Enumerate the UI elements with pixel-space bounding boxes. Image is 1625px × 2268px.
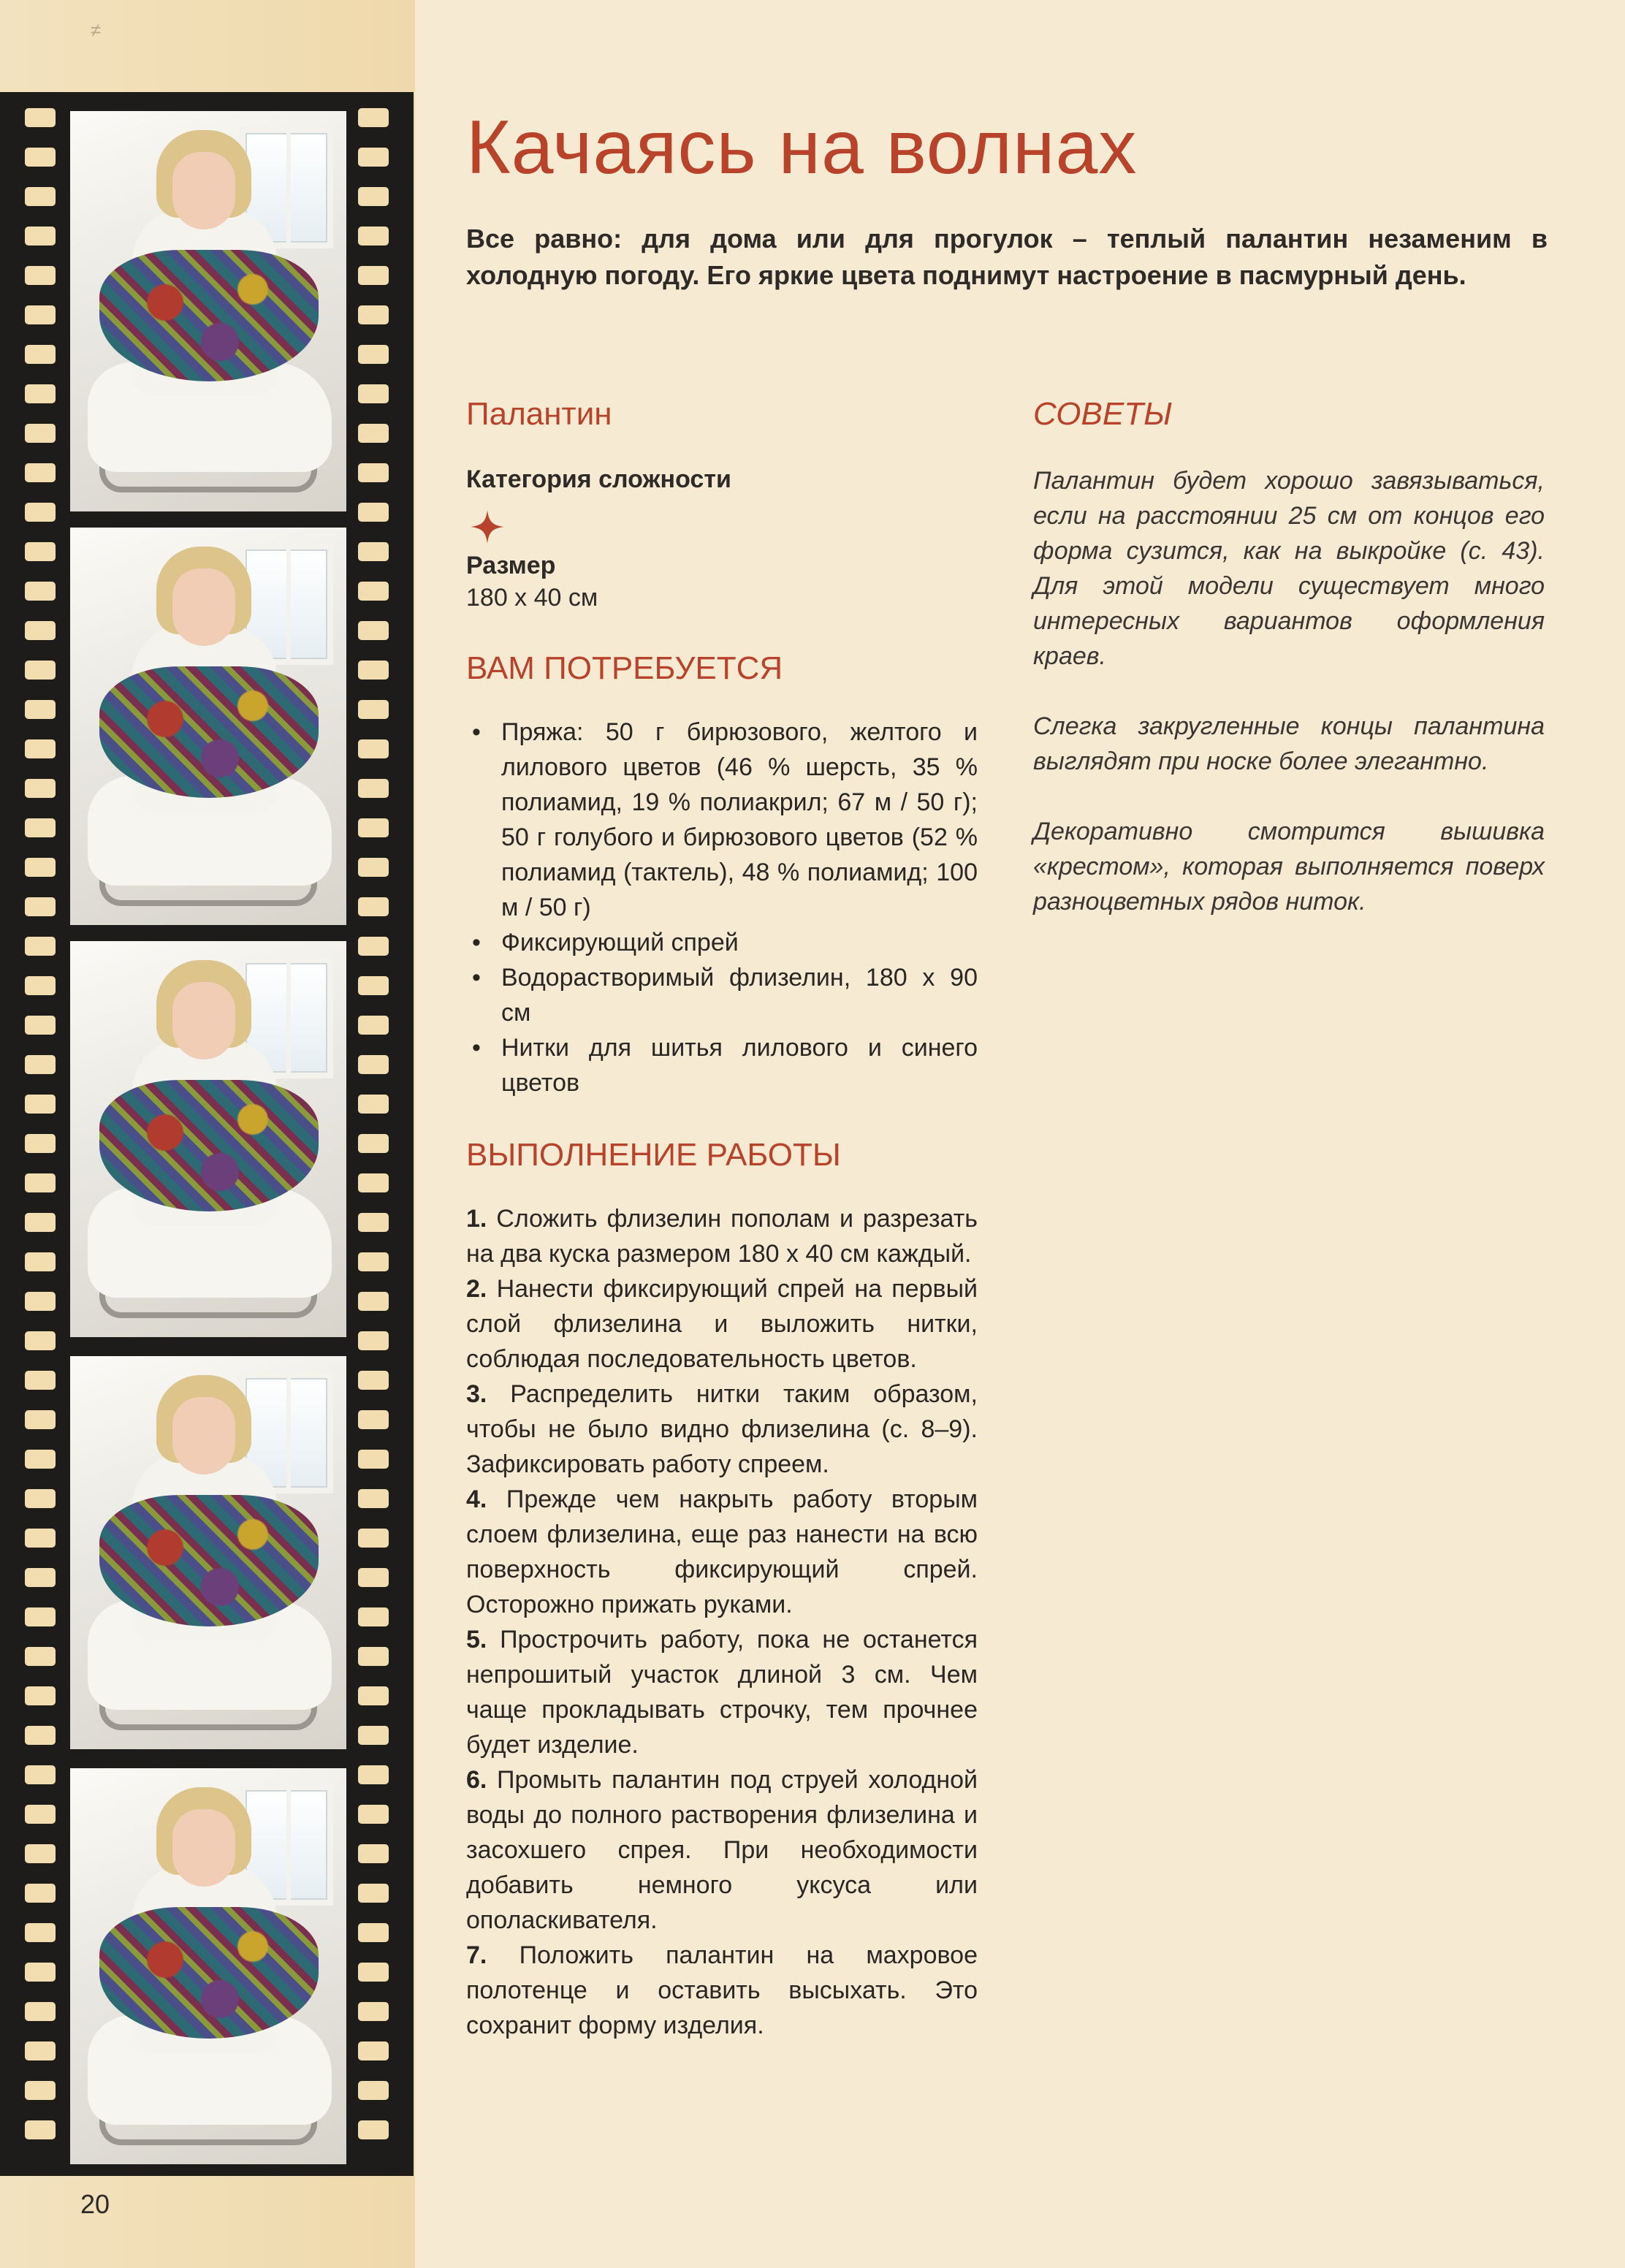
film-sprocket-hole [358,542,389,561]
film-sprocket-hole [25,1647,56,1666]
film-sprocket-hole [358,582,389,601]
sprocket-column-left [25,108,56,2160]
film-sprocket-hole [25,1095,56,1114]
list-item: • Пряжа: 50 г бирюзового, желтого и лилового цветов (46 % шерсть, 35 % полиамид, 19 % полиакрил; 67 м / 50 г); 50 г голубого и бирюзового цветов (52 % полиамид (тактель), 48 % полиамид; 100 м / 50 г) [466,715,978,925]
photo-frame-1 [70,111,346,511]
film-sprocket-hole [25,1134,56,1153]
right-column [1033,395,1545,954]
film-sprocket-hole [25,463,56,482]
photo-frame-4 [70,1356,346,1749]
film-sprocket-hole [25,1055,56,1074]
list-item: • Фиксирующий спрей [466,925,978,960]
film-sprocket-hole [25,779,56,798]
film-sprocket-hole [358,1844,389,1863]
film-sprocket-hole [25,1884,56,1903]
step-2 [466,1271,978,1377]
film-sprocket-hole [358,1252,389,1271]
instructions-heading: ВЫПОЛНЕНИЕ РАБОТЫ [466,1137,841,1173]
film-sprocket-hole [25,227,56,246]
film-sprocket-hole [25,739,56,758]
film-sprocket-hole [25,661,56,680]
film-sprocket-hole [358,1213,389,1232]
film-sprocket-hole [358,2120,389,2139]
film-sprocket-hole [25,1923,56,1942]
film-sprocket-hole [25,148,56,167]
film-sprocket-hole [358,2041,389,2060]
page-number: 20 [80,2189,110,2219]
difficulty-label: Категория сложности [466,465,731,493]
film-sprocket-hole [25,1016,56,1035]
film-sprocket-hole [358,187,389,206]
film-sprocket-hole [358,858,389,877]
film-sprocket-hole [358,1686,389,1705]
film-sprocket-hole [358,897,389,916]
step-text: Положить палантин на махровое полотенце и оставить высыхать. Это сохранит форму изделия. [466,1941,978,2039]
size-label: Размер [466,552,556,579]
film-sprocket-hole [25,108,56,127]
film-sprocket-hole [25,1726,56,1745]
film-sprocket-hole [358,739,389,758]
film-sprocket-hole [25,384,56,403]
film-sprocket-hole [358,1568,389,1587]
film-sprocket-hole [358,937,389,956]
film-sprocket-hole [25,345,56,364]
materials-list [466,715,978,1100]
film-sprocket-hole [358,1410,389,1429]
step-text: Прежде чем накрыть работу вторым слоем флизелина, еще раз нанести на всю поверхность фиксирующий спрей. Осторожно прижать руками. [466,1485,978,1618]
diamond-star-icon [469,509,506,545]
film-sprocket-hole [25,2002,56,2021]
film-sprocket-hole [25,1331,56,1350]
film-sprocket-hole [25,2120,56,2139]
step-number: 7. [466,1941,487,1969]
film-sprocket-hole [25,1252,56,1271]
film-sprocket-hole [25,1568,56,1587]
step-text: Нанести фиксирующий спрей на первый слой флизелина и выложить нитки, соблюдая последовательность цветов. [466,1275,978,1373]
step-5 [466,1622,978,1762]
tip-2: Слегка закругленные концы палантина выглядят при носке более элегантно. [1033,712,1545,775]
film-sprocket-hole [25,1450,56,1469]
film-sprocket-hole [25,1529,56,1548]
film-sprocket-hole [358,1055,389,1074]
film-sprocket-hole [358,1489,389,1508]
photo-frame-3 [70,941,346,1337]
film-sprocket-hole [25,897,56,916]
project-name: Палантин [466,396,612,432]
film-sprocket-hole [25,1410,56,1429]
film-sprocket-hole [358,1765,389,1784]
film-sprocket-hole [358,1292,389,1311]
step-number: 3. [466,1380,487,1408]
step-3 [466,1377,978,1482]
film-sprocket-hole [358,700,389,719]
film-sprocket-hole [358,1371,389,1390]
film-sprocket-hole [358,463,389,482]
film-sprocket-hole [358,384,389,403]
corner-mark: ≠ [91,19,102,41]
film-sprocket-hole [358,1884,389,1903]
step-6 [466,1762,978,1938]
film-sprocket-hole [358,1805,389,1824]
film-sprocket-hole [358,266,389,285]
film-sprocket-hole [358,148,389,167]
film-sprocket-hole [25,582,56,601]
film-sprocket-hole [25,1173,56,1192]
film-sprocket-hole [25,542,56,561]
film-sprocket-hole [358,621,389,640]
film-sprocket-hole [25,1371,56,1390]
film-sprocket-hole [358,1529,389,1548]
film-sprocket-hole [25,1213,56,1232]
tip-1: Палантин будет хорошо завязываться, если на расстоянии 25 см от концов его форма сузится, как на выкройке (с. 43). Для этой модели существует много интересных вариантов оформления краев. [1033,467,1545,670]
film-strip [0,92,414,2176]
film-sprocket-hole [358,661,389,680]
film-sprocket-hole [25,1765,56,1784]
film-sprocket-hole [25,818,56,837]
photo-frame-2 [70,528,346,925]
film-sprocket-hole [358,2081,389,2100]
step-1 [466,1201,978,1271]
instructions-list [466,1201,978,2043]
film-sprocket-hole [25,1805,56,1824]
film-sprocket-hole [25,976,56,995]
film-sprocket-hole [358,818,389,837]
film-sprocket-hole [358,227,389,246]
film-sprocket-hole [358,108,389,127]
film-sprocket-hole [25,937,56,956]
film-sprocket-hole [358,424,389,443]
film-sprocket-hole [358,305,389,324]
film-sprocket-hole [358,1607,389,1626]
film-sprocket-hole [358,1726,389,1745]
film-sprocket-hole [25,1292,56,1311]
tips-heading: СОВЕТЫ [1033,396,1173,432]
film-sprocket-hole [25,1963,56,1982]
film-sprocket-hole [358,1095,389,1114]
film-sprocket-hole [25,1489,56,1508]
film-sprocket-hole [25,700,56,719]
film-sprocket-hole [25,187,56,206]
film-sprocket-hole [25,424,56,443]
film-sprocket-hole [25,1686,56,1705]
step-text: Промыть палантин под струей холодной воды до полного растворения флизелина и засохшего спрея. При необходимости добавить немного уксуса или ополаскивателя. [466,1766,978,1934]
step-text: Сложить флизелин пополам и разрезать на два куска размером 180 х 40 см каждый. [466,1205,978,1268]
size-value: 180 х 40 см [466,584,598,612]
film-sprocket-hole [25,266,56,285]
film-sprocket-hole [25,305,56,324]
film-sprocket-hole [25,2041,56,2060]
page-title: Качаясь на волнах [466,105,1138,190]
film-sprocket-hole [358,345,389,364]
film-sprocket-hole [25,858,56,877]
step-text: Распределить нитки таким образом, чтобы не было видно флизелина (с. 8–9). Зафиксировать работу спреем. [466,1380,978,1478]
step-number: 4. [466,1485,487,1513]
film-sprocket-hole [358,503,389,522]
left-column [466,395,978,2043]
film-sprocket-hole [358,1134,389,1153]
tip-3: Декоративно смотрится вышивка «крестом», которая выполняется поверх разноцветных рядов ниток. [1033,818,1545,916]
film-sprocket-hole [358,1963,389,1982]
film-sprocket-hole [358,1923,389,1942]
step-7 [466,1938,978,2043]
film-sprocket-hole [25,621,56,640]
materials-heading: ВАМ ПОТРЕБУЕТСЯ [466,650,783,686]
step-text: Прострочить работу, пока не останется непрошитый участок длиной 3 см. Чем чаще прокладывать строчку, тем прочнее будет изделие. [466,1626,978,1759]
step-number: 6. [466,1766,487,1794]
intro-text: Все равно: для дома или для прогулок – теплый палантин незаменим в холодную погоду. Его яркие цвета поднимут настроение в пасмурный день. [466,224,1548,290]
step-number: 1. [466,1205,487,1233]
list-item: • Нитки для шитья лилового и синего цветов [466,1030,978,1100]
film-sprocket-hole [358,1331,389,1350]
step-number: 5. [466,1626,487,1654]
film-sprocket-hole [358,1647,389,1666]
film-sprocket-hole [25,1607,56,1626]
photo-frame-5 [70,1768,346,2164]
film-sprocket-hole [25,1844,56,1863]
film-sprocket-hole [25,2081,56,2100]
step-4 [466,1482,978,1622]
list-item: • Водорастворимый флизелин, 180 х 90 см [466,960,978,1030]
film-sprocket-hole [358,1016,389,1035]
film-sprocket-hole [358,1450,389,1469]
step-number: 2. [466,1275,487,1303]
film-sprocket-hole [358,779,389,798]
film-sprocket-hole [358,2002,389,2021]
film-sprocket-hole [358,976,389,995]
sprocket-column-right [358,108,389,2160]
film-sprocket-hole [25,503,56,522]
film-sprocket-hole [358,1173,389,1192]
